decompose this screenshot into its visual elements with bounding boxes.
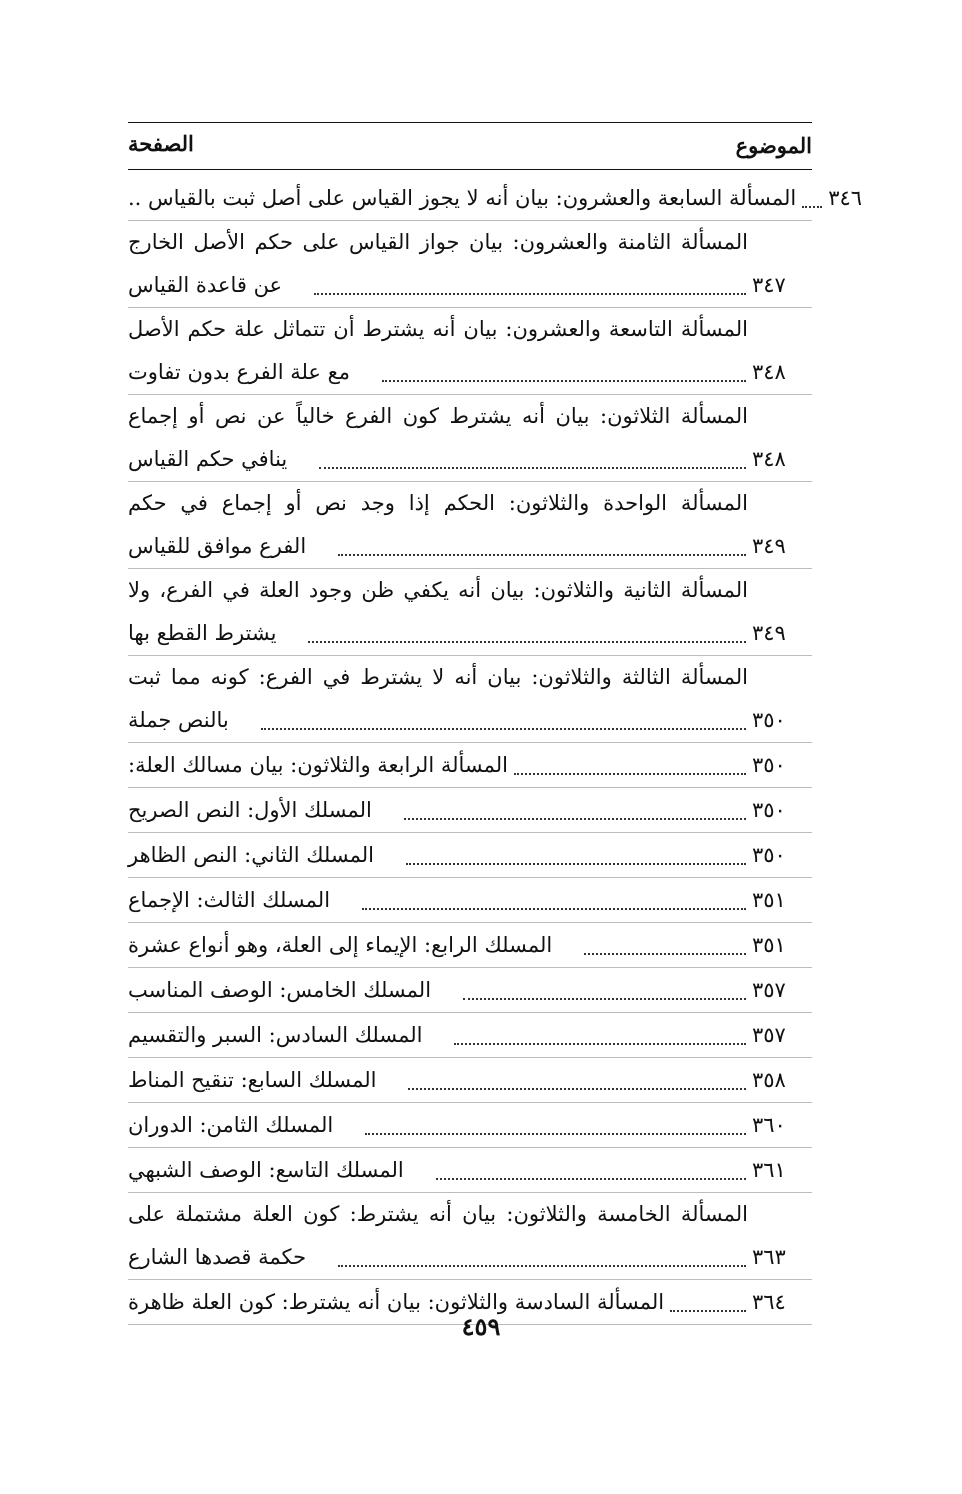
toc-entry-title: المسلك الثاني: النص الظاهر bbox=[128, 843, 374, 867]
toc-entry bbox=[128, 878, 812, 923]
toc-entry bbox=[128, 1058, 812, 1103]
dot-leader bbox=[436, 1168, 746, 1180]
toc-entry-title-continuation: عن قاعدة القياس bbox=[128, 273, 283, 297]
toc-entry-page: ٣٥٠ bbox=[752, 798, 786, 822]
toc-entry-page: ٣٤٨ bbox=[752, 360, 786, 384]
toc-entry bbox=[128, 788, 812, 833]
toc-header bbox=[128, 122, 812, 167]
toc-entry bbox=[128, 1193, 812, 1280]
toc-entry-title: المسألة التاسعة والعشرون: بيان أنه يشترط أن تتماثل علة حكم الأصل bbox=[128, 317, 748, 341]
toc-entry bbox=[128, 656, 812, 743]
toc-entry bbox=[128, 308, 812, 395]
toc-entry bbox=[128, 482, 812, 569]
dot-leader bbox=[338, 544, 746, 556]
toc-entry bbox=[128, 1103, 812, 1148]
dot-leader bbox=[365, 1123, 746, 1135]
toc-entry-title: المسلك التاسع: الوصف الشبهي bbox=[128, 1158, 404, 1182]
dot-leader bbox=[261, 718, 746, 730]
page-column-label: الصفحة bbox=[128, 131, 194, 156]
toc-entry-title: المسألة الواحدة والثلاثون: الحكم إذا وجد نص أو إجماع في حكم bbox=[128, 491, 748, 515]
dot-leader bbox=[408, 1078, 746, 1090]
toc-entry-title: المسلك السابع: تنقيح المناط bbox=[128, 1068, 377, 1092]
toc-entry-page: ٣٤٩ bbox=[752, 621, 786, 645]
toc-entry bbox=[128, 743, 812, 788]
toc-entry-page: ٣٥١ bbox=[752, 933, 786, 957]
toc-entry-page: ٣٤٧ bbox=[752, 273, 786, 297]
toc-entry-title: المسلك الرابع: الإيماء إلى العلة، وهو أنواع عشرة bbox=[128, 933, 553, 957]
toc-entry-page: ٣٦١ bbox=[752, 1158, 786, 1182]
dot-leader bbox=[362, 898, 746, 910]
toc-entry bbox=[128, 968, 812, 1013]
toc-entry-title: المسلك الخامس: الوصف المناسب bbox=[128, 978, 432, 1002]
toc-entry-page: ٣٥٨ bbox=[752, 1068, 786, 1092]
toc-entry-title-continuation: يشترط القطع بها bbox=[128, 621, 277, 645]
dot-leader bbox=[314, 283, 746, 295]
toc-entry bbox=[128, 1013, 812, 1058]
toc-entry bbox=[128, 569, 812, 656]
toc-entry-title: المسلك الثالث: الإجماع bbox=[128, 888, 331, 912]
toc-entry-title: المسلك الأول: النص الصريح bbox=[128, 798, 372, 822]
toc-entry bbox=[128, 176, 863, 221]
toc-entry-title: المسلك الثامن: الدوران bbox=[128, 1113, 334, 1137]
dot-leader bbox=[463, 988, 746, 1000]
dot-leader bbox=[404, 808, 746, 820]
dot-leader bbox=[308, 631, 746, 643]
subject-column-label: الموضوع bbox=[735, 133, 812, 158]
table-of-contents bbox=[128, 176, 863, 1325]
page-number: ٤٥٩ bbox=[461, 1312, 501, 1341]
toc-entry-title: المسألة الثلاثون: بيان أنه يشترط كون الفرع خالياً عن نص أو إجماع bbox=[128, 404, 748, 428]
toc-entry-page: ٣٥٠ bbox=[752, 843, 786, 867]
toc-entry-title-continuation: مع علة الفرع بدون تفاوت bbox=[128, 360, 351, 384]
toc-entry bbox=[128, 1148, 812, 1193]
toc-entry bbox=[128, 395, 812, 482]
toc-entry-page: ٣٦٤ bbox=[752, 1290, 786, 1314]
toc-entry-title: المسلك السادس: السبر والتقسيم bbox=[128, 1023, 423, 1047]
toc-entry-title: المسألة الرابعة والثلاثون: بيان مسالك العلة: bbox=[128, 753, 508, 777]
toc-entry-page: ٣٦٣ bbox=[752, 1245, 786, 1269]
toc-entry bbox=[128, 833, 812, 878]
toc-entry-page: ٣٦٠ bbox=[752, 1113, 786, 1137]
toc-entry-title: المسألة السابعة والعشرون: بيان أنه لا يجوز القياس على أصل ثبت بالقياس .. bbox=[128, 186, 797, 210]
toc-entry bbox=[128, 923, 812, 968]
toc-entry-title: المسألة السادسة والثلاثون: بيان أنه يشترط: كون العلة ظاهرة bbox=[128, 1290, 665, 1314]
dot-leader bbox=[802, 196, 822, 208]
dot-leader bbox=[584, 943, 746, 955]
toc-entry bbox=[128, 221, 812, 308]
toc-entry-title: المسألة الخامسة والثلاثون: بيان أنه يشترط: كون العلة مشتملة على bbox=[128, 1202, 748, 1226]
toc-entry-title-continuation: ينافي حكم القياس bbox=[128, 447, 288, 471]
dot-leader bbox=[382, 370, 746, 382]
toc-entry-title: المسألة الثالثة والثلاثون: بيان أنه لا يشترط في الفرع: كونه مما ثبت bbox=[128, 665, 748, 689]
toc-entry-page: ٣٤٦ bbox=[828, 186, 863, 210]
toc-entry-page: ٣٥٧ bbox=[752, 978, 786, 1002]
toc-entry-page: ٣٥٠ bbox=[752, 753, 786, 777]
toc-entry-page: ٣٥٧ bbox=[752, 1023, 786, 1047]
toc-entry-page: ٣٤٨ bbox=[752, 447, 786, 471]
toc-entry-title: المسألة الثامنة والعشرون: بيان جواز القياس على حكم الأصل الخارج bbox=[128, 230, 748, 254]
dot-leader bbox=[319, 457, 746, 469]
header-divider bbox=[128, 169, 812, 170]
toc-entry-page: ٣٥٠ bbox=[752, 708, 786, 732]
dot-leader bbox=[406, 853, 746, 865]
toc-entry-page: ٣٥١ bbox=[752, 888, 786, 912]
toc-entry-title: المسألة الثانية والثلاثون: بيان أنه يكفي ظن وجود العلة في الفرع، ولا bbox=[128, 578, 748, 602]
toc-entry-title-continuation: بالنص جملة bbox=[128, 708, 229, 732]
dot-leader bbox=[514, 763, 746, 775]
toc-entry-title-continuation: حكمة قصدها الشارع bbox=[128, 1245, 307, 1269]
dot-leader bbox=[670, 1300, 746, 1312]
dot-leader bbox=[454, 1033, 746, 1045]
toc-entry-page: ٣٤٩ bbox=[752, 534, 786, 558]
toc-entry-title-continuation: الفرع موافق للقياس bbox=[128, 534, 307, 558]
dot-leader bbox=[338, 1255, 746, 1267]
